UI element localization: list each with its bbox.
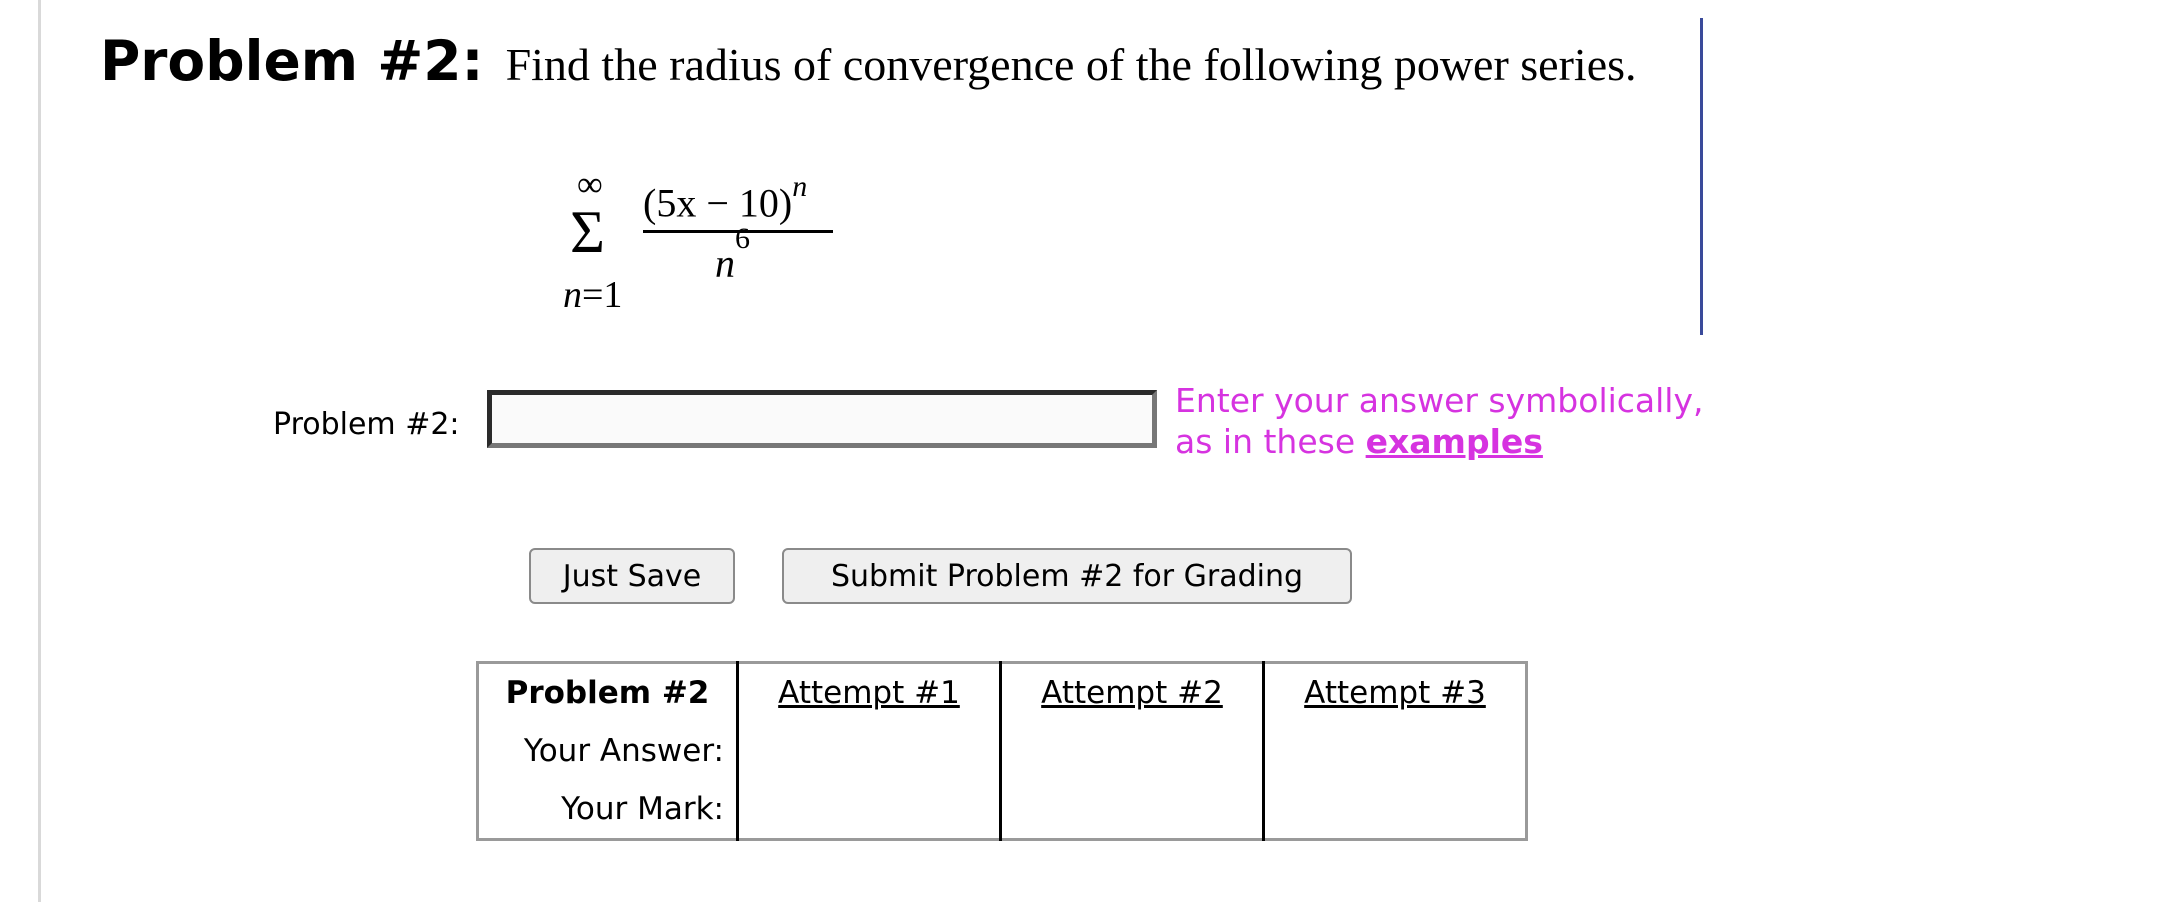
fraction-numerator [643,170,808,226]
denominator-exponent: 6 [735,222,750,255]
attempt-1-link[interactable]: Attempt #1 [778,675,960,711]
left-border [38,0,41,902]
attempt-1-answer-cell [738,722,1001,780]
denominator-base: n [715,240,735,286]
attempt-2-answer-cell [1001,722,1264,780]
right-border [1700,18,1703,335]
your-mark-row [478,780,1527,840]
answer-hint [1175,380,1704,462]
answer-label: Problem #2: [273,407,460,442]
attempt-1-mark-cell [738,780,1001,840]
attempt-2-link[interactable]: Attempt #2 [1041,675,1223,711]
attempt-3-answer-cell [1264,722,1527,780]
lower-limit-value: =1 [582,274,623,316]
attempts-header-row [478,663,1527,723]
attempt-3-link[interactable]: Attempt #3 [1304,675,1486,711]
attempt-2-header [1001,663,1264,723]
sum-lower-limit [563,276,622,314]
attempt-3-header [1264,663,1527,723]
examples-link[interactable]: examples [1365,422,1543,461]
attempt-2-mark-cell [1001,780,1264,840]
your-answer-row [478,722,1527,780]
attempt-3-mark-cell [1264,780,1527,840]
sum-upper-limit: ∞ [577,164,603,204]
summation-sign: Σ [570,199,605,265]
hint-line-1: Enter your answer symbolically, [1175,381,1704,420]
problem-number: Problem #2: [100,29,484,93]
attempts-table [476,661,1528,841]
answer-input[interactable] [487,390,1157,448]
fraction-denominator [715,222,750,286]
problem-heading [100,29,1637,93]
power-series-formula [555,162,855,322]
just-save-button[interactable]: Just Save [529,548,735,604]
your-answer-label: Your Answer: [478,722,738,780]
numerator-base: (5x − 10) [643,180,793,226]
numerator-exponent: n [792,170,808,203]
hint-line-2: as in these [1175,422,1366,461]
your-mark-label: Your Mark: [478,780,738,840]
problem-statement: Find the radius of convergence of the following power series. [505,39,1637,90]
submit-for-grading-button[interactable]: Submit Problem #2 for Grading [782,548,1352,604]
lower-limit-variable: n [563,274,582,316]
attempts-corner-label: Problem #2 [478,663,738,723]
attempt-1-header [738,663,1001,723]
